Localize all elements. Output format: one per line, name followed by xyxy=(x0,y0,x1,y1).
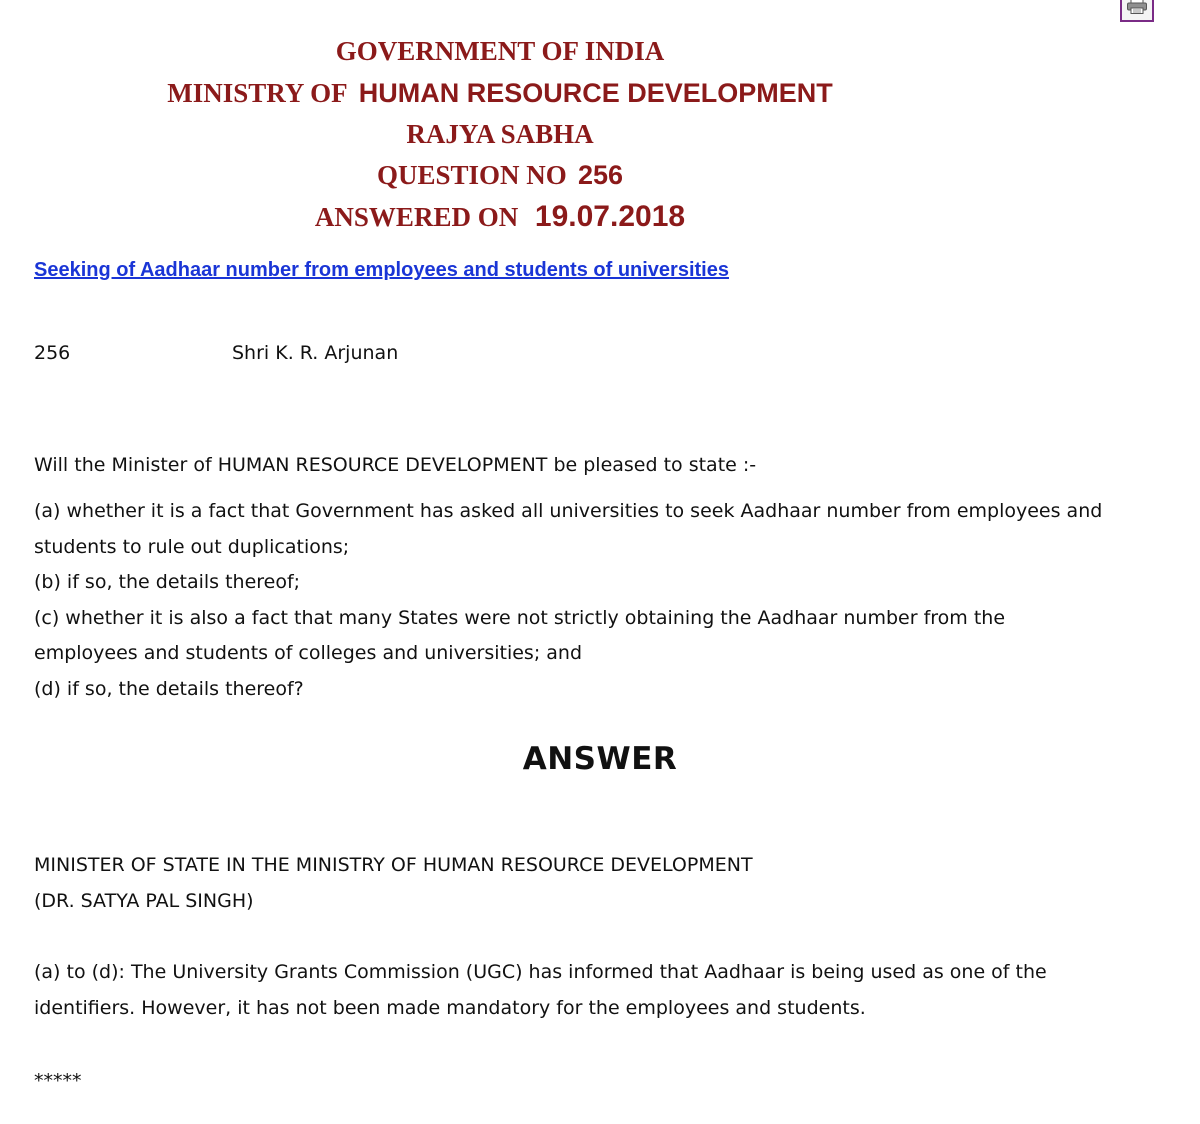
question-number: 256 xyxy=(34,342,71,364)
question-part-line: (c) whether it is also a fact that many States were not strictly obtaining the Aadhaar number from the xyxy=(34,606,1006,629)
question-intro: Will the Minister of HUMAN RESOURCE DEVELOPMENT be pleased to state :- xyxy=(34,454,757,476)
header-government: GOVERNMENT OF INDIA xyxy=(335,36,665,66)
printer-icon xyxy=(1127,0,1147,18)
question-member: Shri K. R. Arjunan xyxy=(232,342,399,364)
print-button[interactable] xyxy=(1120,0,1154,22)
header-answered-date: 19.07.2018 xyxy=(534,200,686,233)
question-part-line: students to rule out duplications; xyxy=(34,535,350,558)
answer-heading: ANSWER xyxy=(522,741,678,777)
answer-text-line: identifiers. However, it has not been made mandatory for the employees and students. xyxy=(34,996,866,1019)
minister-name: (DR. SATYA PAL SINGH) xyxy=(34,889,254,912)
question-part-line: (d) if so, the details thereof? xyxy=(34,677,304,700)
question-part-line: (a) whether it is a fact that Government has asked all universities to seek Aadhaar number from employees and xyxy=(34,500,1103,522)
header-question-prefix: QUESTION NO xyxy=(377,160,567,190)
header-answered-on xyxy=(0,200,1000,234)
answer-minister xyxy=(34,848,753,919)
header-question-value: 256 xyxy=(577,160,623,190)
header-house: RAJYA SABHA xyxy=(406,119,594,149)
question-part-line: (b) if so, the details thereof; xyxy=(34,571,301,593)
subject-link[interactable]: Seeking of Aadhaar number from employees and students of universities xyxy=(34,259,729,281)
header-answered-prefix: ANSWERED ON xyxy=(314,202,519,232)
answer-text-line: (a) to (d): The University Grants Commission (UGC) has informed that Aadhaar is being used as one of the xyxy=(34,961,1047,983)
end-mark: ***** xyxy=(34,1070,82,1092)
header-ministry-name: HUMAN RESOURCE DEVELOPMENT xyxy=(358,78,833,108)
question-parts xyxy=(34,494,1102,707)
minister-title: MINISTER OF STATE IN THE MINISTRY OF HUMAN RESOURCE DEVELOPMENT xyxy=(34,854,753,876)
header-question-number xyxy=(0,160,1000,191)
answer-text xyxy=(34,955,1047,1026)
header-ministry xyxy=(0,78,1000,109)
header-ministry-prefix: MINISTRY OF xyxy=(167,78,348,108)
question-part-line: employees and students of colleges and universities; and xyxy=(34,642,583,664)
